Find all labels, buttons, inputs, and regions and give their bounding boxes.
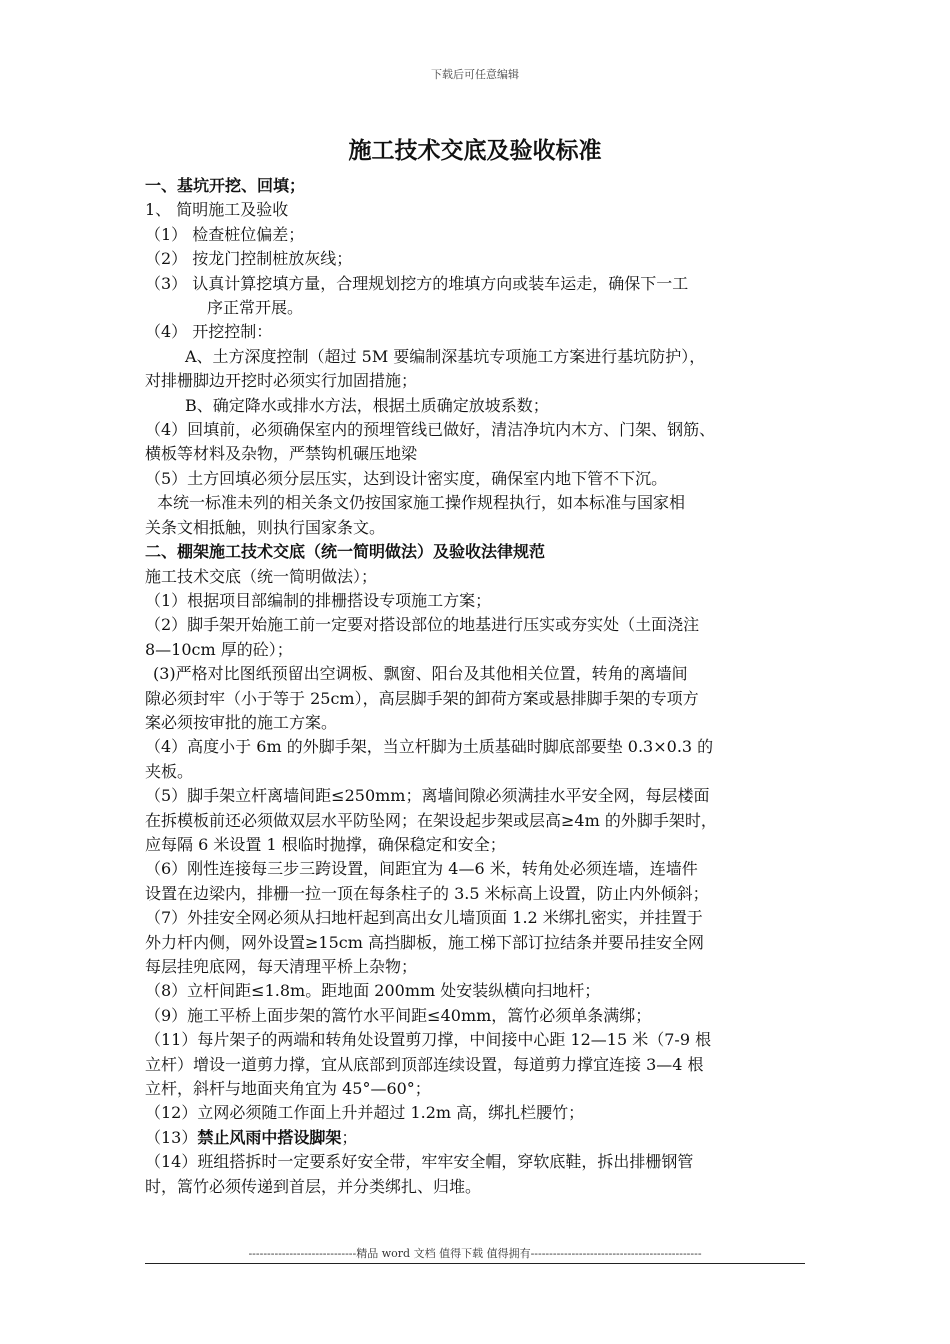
paragraph-line: 外力杆内侧，网外设置≥15cm 高挡脚板，施工梯下部订拉结条并要吊挂安全网 xyxy=(145,932,704,952)
section-1-subheading: 1、 简明施工及验收 xyxy=(145,200,289,220)
footer-divider xyxy=(145,1263,805,1264)
page-title: 施工技术交底及验收标准 xyxy=(348,138,602,164)
paragraph-line: 夹板。 xyxy=(145,761,194,781)
paragraph-line: 对排栅脚边开挖时必须实行加固措施； xyxy=(145,371,418,391)
paragraph-line: （6）刚性连接每三步三跨设置，间距宜为 4—6 米，转角处必须连墙，连墙件 xyxy=(145,859,698,879)
paragraph-line: 设置在边梁内，排栅一拉一顶在每条柱子的 3.5 米标高上设置，防止内外倾斜； xyxy=(145,883,709,903)
paragraph-line: 本统一标准未列的相关条文仍按国家施工操作规程执行，如本标准与国家相 xyxy=(157,493,686,513)
paragraph-line: （2）脚手架开始施工前一定要对搭设部位的地基进行压实或夯实处（土面浇注 xyxy=(145,615,700,635)
paragraph-line: （5）土方回填必须分层压实，达到设计密实度，确保室内地下管不下沉。 xyxy=(145,468,668,488)
paragraph-line: （3） 认真计算挖填方量，合理规划挖方的堆填方向或装车运走，确保下一工 xyxy=(145,273,689,293)
paragraph-line: 立杆，斜杆与地面夹角宜为 45°—60°； xyxy=(145,1079,431,1099)
paragraph-line: 案必须按审批的施工方案。 xyxy=(145,712,338,732)
paragraph-line xyxy=(145,1126,815,1150)
section-2-heading: 二、棚架施工技术交底（统一简明做法）及验收法律规范 xyxy=(145,542,546,562)
paragraph-line: （4）高度小于 6m 的外脚手架，当立杆脚为土质基础时脚底部要垫 0.3×0.3 的 xyxy=(145,737,714,757)
paragraph-line: 关条文相抵触，则执行国家条文。 xyxy=(145,517,386,537)
section-2-subheading: 施工技术交底（统一简明做法）； xyxy=(145,566,378,586)
paragraph-line: （2） 按龙门控制桩放灰线； xyxy=(145,249,353,269)
paragraph-line: B、确定降水或排水方法，根据土质确定放坡系数； xyxy=(185,395,549,415)
paragraph-line: （4） 开挖控制： xyxy=(145,322,273,342)
paragraph-line: 横板等材料及杂物，严禁钩机碾压地梁 xyxy=(145,444,418,464)
paragraph-line: A、土方深度控制（超过 5M 要编制深基坑专项施工方案进行基坑防护）， xyxy=(185,346,706,366)
paragraph-line: 立杆）增设一道剪力撑，宜从底部到顶部连续设置，每道剪力撑宜连接 3—4 根 xyxy=(145,1054,704,1074)
item-13-suffix: ； xyxy=(341,1127,358,1147)
paragraph-line: （8）立杆间距≤1.8m。距地面 200mm 处安装纵横向扫地杆； xyxy=(145,981,601,1001)
paragraph-line: 序正常开展。 xyxy=(207,298,304,318)
paragraph-line: （7）外挂安全网必须从扫地杆起到高出女儿墙顶面 1.2 米绑扎密实，并挂置于 xyxy=(145,908,703,928)
paragraph-line: 每层挂兜底网，每天清理平桥上杂物； xyxy=(145,957,418,976)
section-1-heading: 一、基坑开挖、回填； xyxy=(145,176,306,195)
paragraph-line: （14）班组搭拆时一定要系好安全带，牢牢安全帽，穿软底鞋，拆出排栅钢管 xyxy=(145,1152,694,1172)
paragraph-line: （1）根据项目部编制的排栅搭设专项施工方案； xyxy=(145,590,492,610)
paragraph-line: 隙必须封牢（小于等于 25cm），高层脚手架的卸荷方案或悬排脚手架的专项方 xyxy=(145,688,699,708)
paragraph-line: (3)严格对比图纸预留出空调板、飘窗、阳台及其他相关位置，转角的离墙间 xyxy=(153,664,688,684)
paragraph-line: 时，篙竹必须传递到首层，并分类绑扎、归堆。 xyxy=(145,1176,482,1196)
paragraph-line: （12）立网必须随工作面上升并超过 1.2m 高，绑扎栏腰竹； xyxy=(145,1103,585,1123)
document-body xyxy=(145,174,815,1199)
paragraph-line: 在拆模板前还必须做双层水平防坠网；在架设起步架或层高≥4m 的外脚手架时， xyxy=(145,810,717,830)
paragraph-line: （5）脚手架立杆离墙间距≤250mm；离墙间隙必须满挂水平安全网，每层楼面 xyxy=(145,786,710,806)
footer-text: -----------------------------精品 word 文档 值得下载 值得拥有---------------------------------------------- xyxy=(248,1247,702,1260)
item-13-bold-text: 禁止风雨中搭设脚架 xyxy=(197,1127,342,1147)
paragraph-line: （1） 检查桩位偏差； xyxy=(145,224,305,244)
paragraph-line: 8—10cm 厚的砼）； xyxy=(145,639,293,659)
paragraph-line: 应每隔 6 米设置 1 根临时抛撑，确保稳定和安全； xyxy=(145,834,506,854)
header-note: 下载后可任意编辑 xyxy=(431,68,519,81)
paragraph-line: （4）回填前，必须确保室内的预埋管线已做好，清洁净坑内木方、门架、钢筋、 xyxy=(145,420,716,440)
item-13-prefix: （13） xyxy=(145,1127,198,1147)
paragraph-line: （9）施工平桥上面步架的篙竹水平间距≤40mm，篙竹必须单条满绑； xyxy=(145,1005,652,1025)
paragraph-line: （11）每片架子的两端和转角处设置剪刀撑，中间接中心距 12—15 米（7-9 根 xyxy=(145,1030,712,1050)
